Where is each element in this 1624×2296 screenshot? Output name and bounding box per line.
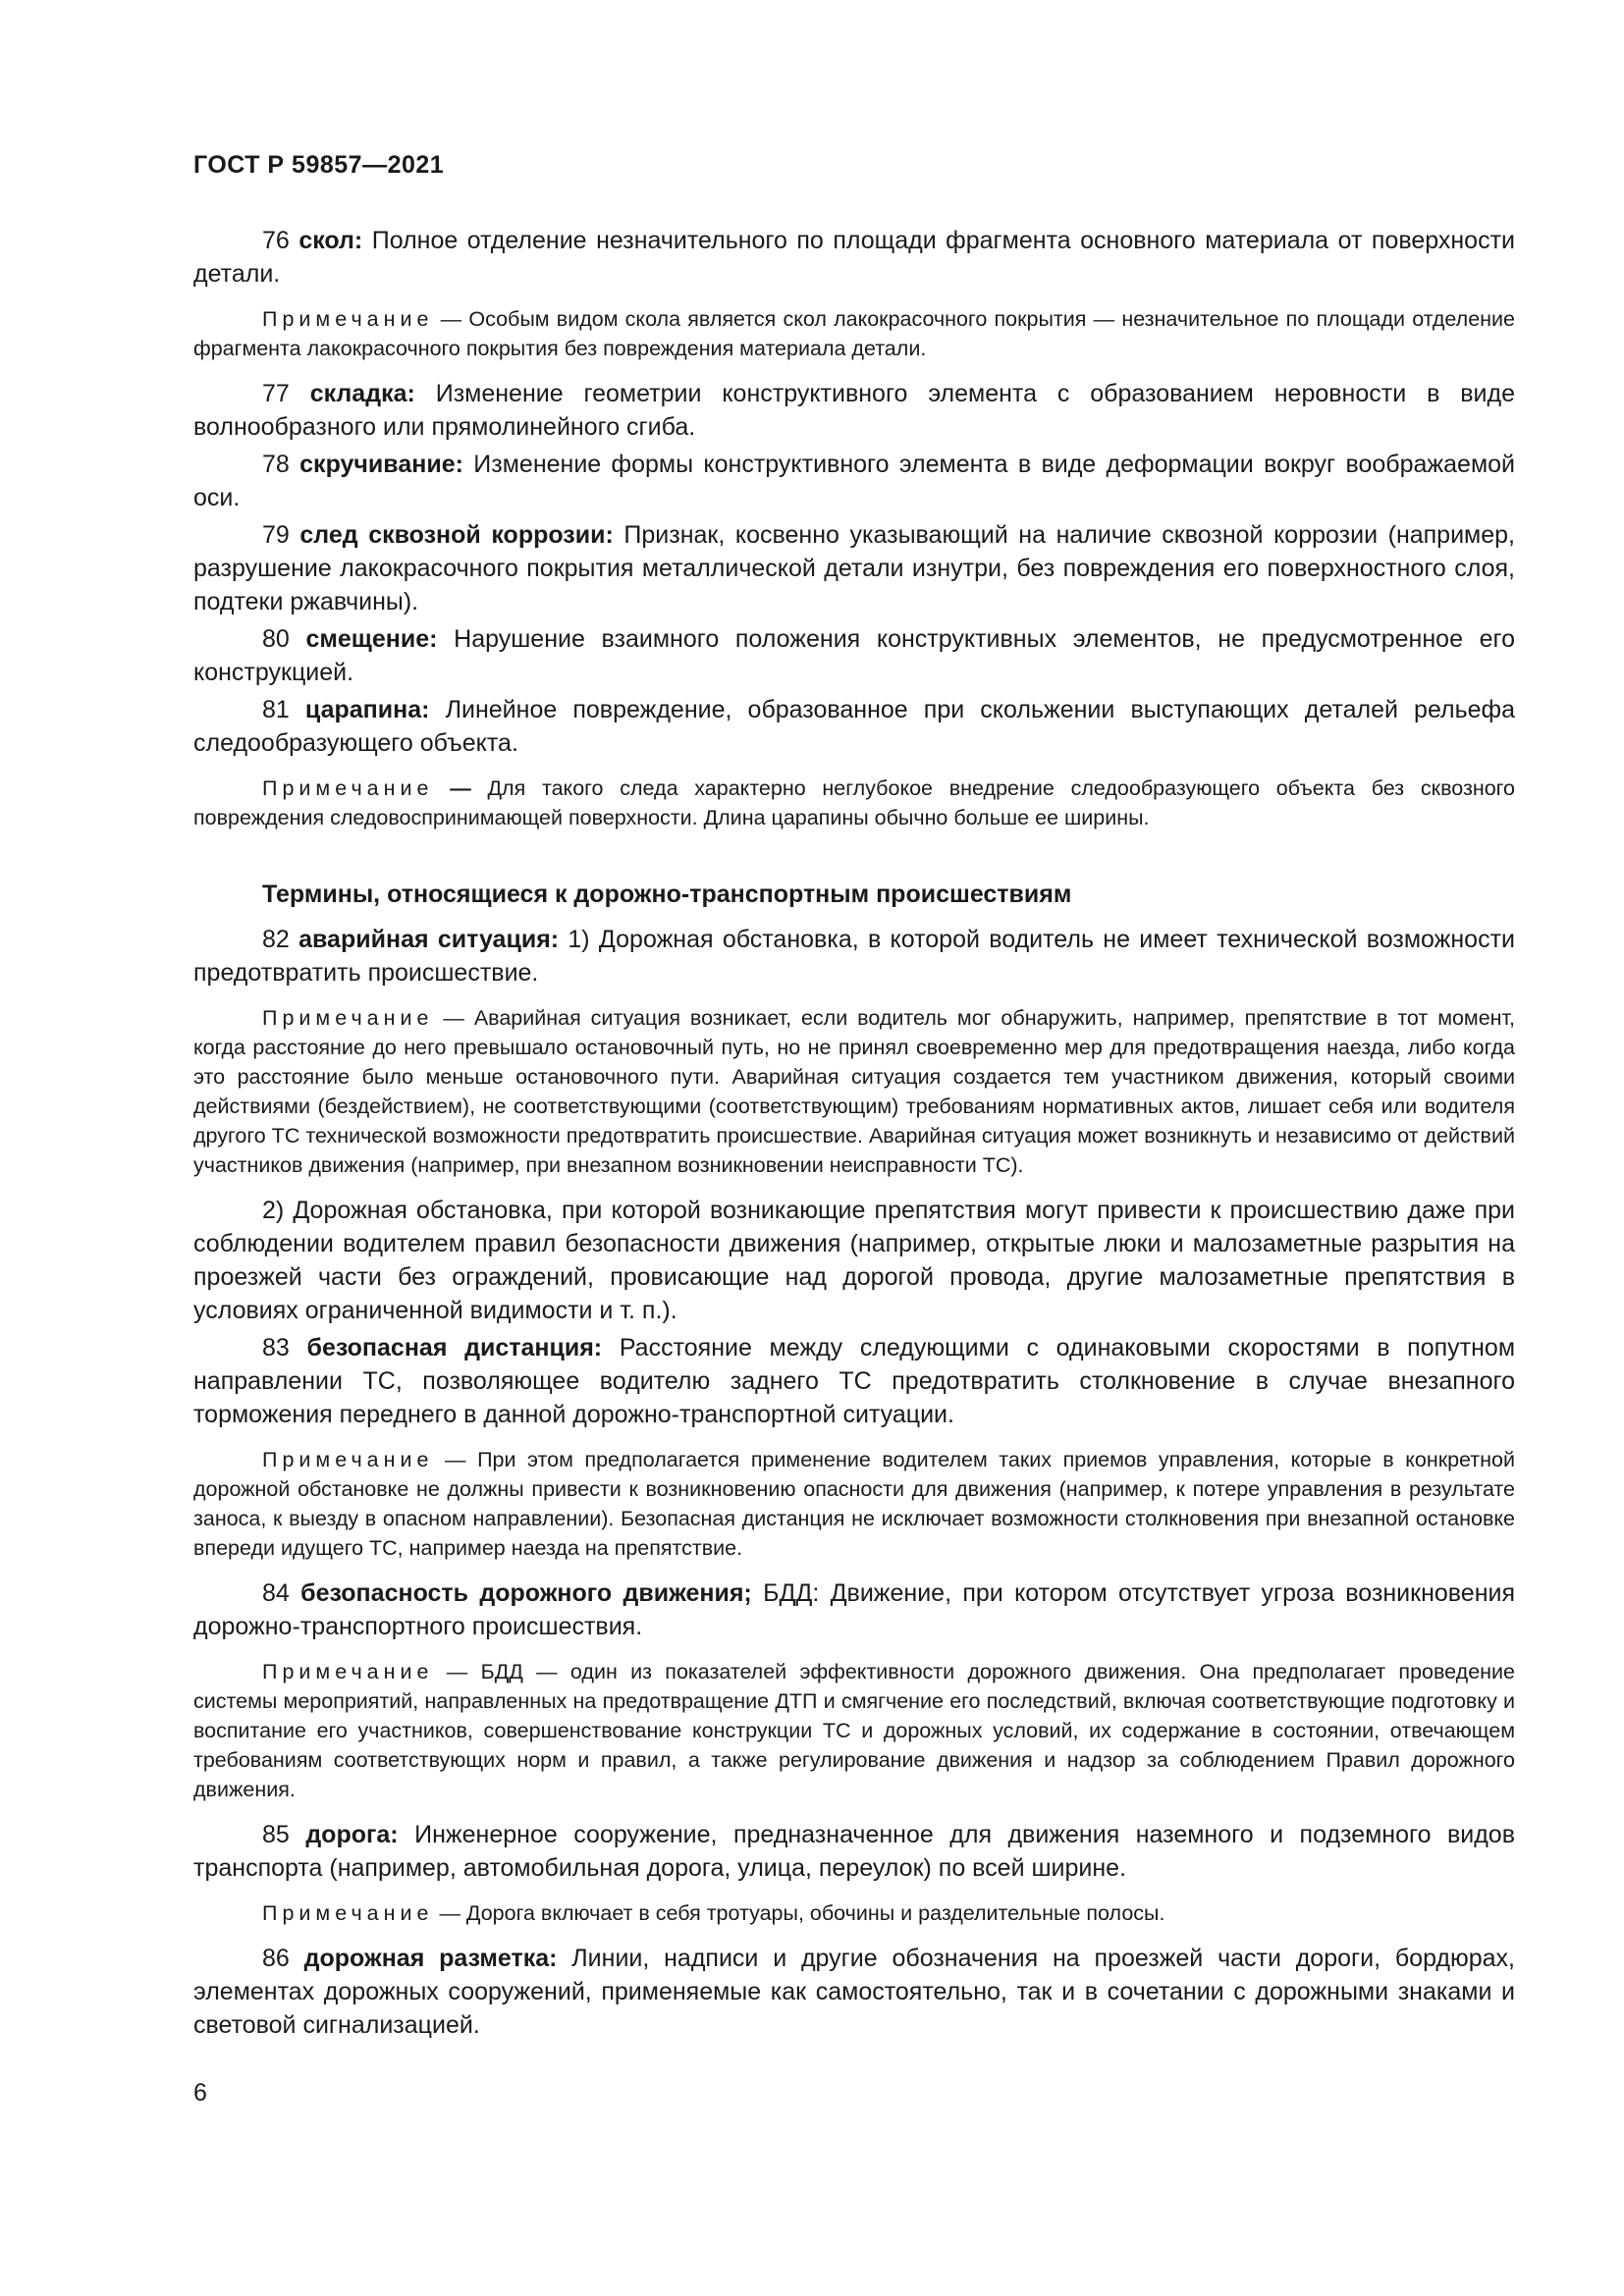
term-entry-82: 82 аварийная ситуация: 1) Дорожная обстановка, в которой водитель не имеет технической возможности предотвратить происшествие. <box>193 926 1515 987</box>
term-entry-86: 86 дорожная разметка: Линии, надписи и другие обозначения на проезжей части дороги, бордюрах, элементах дорожных сооружений, применяемые как самостоятельно, так и в сочетании с дорожными знаками и световой сигнализацией. <box>193 1945 1516 2039</box>
term-entry-77: 77 складка: Изменение геометрии конструктивного элемента с образованием неровности в виде волнообразного или прямолинейного сгиба. <box>193 380 1515 441</box>
note-76: Примечание — Особым видом скола является скол лакокрасочного покрытия — незначительное по площади отделение фрагмента лакокрасочного покрытия без повреждения материала детали. <box>193 307 1515 360</box>
term-title: аварийная ситуация: <box>298 926 560 953</box>
note-label: Примечание <box>262 1006 434 1030</box>
note-label: Примечание <box>262 1448 434 1471</box>
term-title: складка: <box>309 380 415 407</box>
term-entry-85: 85 дорога: Инженерное сооружение, предназначенное для движения наземного и подземного видов транспорта (например, автомобильная дорога, улица, переулок) по всей ширине. <box>193 1821 1515 1882</box>
note-label: Примечание <box>262 1660 434 1683</box>
term-entry-81: 81 царапина: Линейное повреждение, образованное при скольжении выступающих деталей рельефа следообразующего объекта. <box>193 696 1516 757</box>
term-title: безопасность дорожного движения; <box>300 1579 752 1607</box>
note-label: Примечание <box>262 776 434 800</box>
term-title: царапина: <box>304 696 430 723</box>
note-85: Примечание — Дорога включает в себя тротуары, обочины и разделительные полосы. <box>262 1901 1165 1925</box>
note-label: Примечание <box>262 307 434 331</box>
term-entry-82-part-2: 2) Дорожная обстановка, при которой возникающие препятствия могут привести к происшествию даже при соблюдении водителем правил безопасности движения (например, открытые люки и малозаметные разрытия на проезжей части без ограждений, провисающие над дорогой провода, другие малозаметные препятствия в условиях ограниченной видимости и т. п.). <box>193 1197 1515 1324</box>
term-title: смещение: <box>305 625 438 653</box>
term-entry-84: 84 безопасность дорожного движения; БДД: Движение, при котором отсутствует угроза возникновения дорожно-транспортного происшествия. <box>193 1579 1516 1640</box>
note-label: Примечание <box>262 1901 434 1925</box>
term-title: безопасная дистанция: <box>306 1334 603 1362</box>
term-entry-83: 83 безопасная дистанция: Расстояние между следующими с одинаковыми скоростями в попутном направлении ТС, позволяющее водителю заднего ТС предотвратить столкновение в случае внезапного торможения переднего в данной дорожно-транспортной ситуации. <box>193 1334 1516 1428</box>
note-82: Примечание — Аварийная ситуация возникает, если водитель мог обнаружить, например, препятствие в тот момент, когда расстояние до него превышало остановочный путь, но не принял своевременно мер для предотвращения наезда, либо когда это расстояние было меньше остановочного пути. Аварийная ситуация создается тем участником движения, который своими действиями (бездействием), не соответствующими (соответствующим) требованиям нормативных актов, лишает себя или водителя другого ТС технической возможности предотвратить происшествие. Аварийная ситуация может возникнуть и независимо от действий участников движения (например, при внезапном возникновении неисправности ТС). <box>193 1006 1515 1177</box>
note-81: Примечание — Для такого следа характерно неглубокое внедрение следообразующего объекта без сквозного повреждения следовоспринимающей поверхности. Длина царапины обычно больше ее ширины. <box>193 776 1515 829</box>
term-entry-79: 79 след сквозной коррозии: Признак, косвенно указывающий на наличие сквозной коррозии (например, разрушение лакокрасочного покрытия металлической детали изнутри, без повреждения его поверхностного слоя, подтеки ржавчины). <box>193 521 1515 615</box>
section-heading: Термины, относящиеся к дорожно-транспортным происшествиям <box>262 881 1072 908</box>
document-header: ГОСТ Р 59857—2021 <box>193 151 445 179</box>
note-84: Примечание — БДД — один из показателей эффективности дорожного движения. Она предполагает проведение системы мероприятий, направленных на предотвращение ДТП и смягчение его последствий, включая соответствующие подготовку и воспитание его участников, совершенствование конструкции ТС и дорожных условий, их содержание в состоянии, отвечающем требованиям соответствующих норм и правил, а также регулирование движения и надзор за соблюдением Правил дорожного движения. <box>193 1660 1515 1801</box>
term-entry-80: 80 смещение: Нарушение взаимного положения конструктивных элементов, не предусмотренное его конструкцией. <box>193 625 1516 686</box>
term-title: скручивание: <box>299 451 463 478</box>
document-body <box>193 224 1515 2046</box>
term-entry-78: 78 скручивание: Изменение формы конструктивного элемента в виде деформации вокруг воображаемой оси. <box>193 451 1516 511</box>
page-number: 6 <box>193 2079 207 2107</box>
term-title: дорога: <box>305 1821 399 1848</box>
term-title: дорожная разметка: <box>303 1945 558 1972</box>
note-83: Примечание — При этом предполагается применение водителем таких приемов управления, которые в конкретной дорожной обстановке не должны привести к возникновению опасности для движения (например, к потере управления в результате заноса, к выезду в опасном направлении). Безопасная дистанция не исключает возможности столкновения при внезапной остановке впереди идущего ТС, например наезда на препятствие. <box>193 1448 1515 1560</box>
term-entry-76: 76 скол: Полное отделение незначительного по площади фрагмента основного материала от поверхности детали. <box>193 227 1515 288</box>
term-title: след сквозной коррозии: <box>299 521 614 549</box>
term-title: скол: <box>298 227 363 254</box>
